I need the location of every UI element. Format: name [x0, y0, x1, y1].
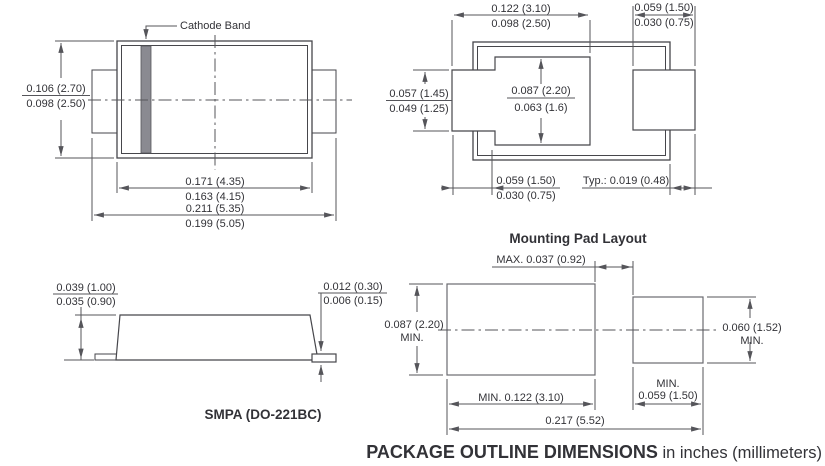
- left-lead: [92, 70, 117, 133]
- dim-right-pad-width-upper: 0.059 (1.50): [634, 2, 694, 14]
- cathode-band-leader-line: [146, 26, 177, 39]
- dim-body-height-upper: 0.039 (1.00): [56, 282, 116, 294]
- dim-big-pad-width-label: MIN. 0.122 (3.10): [478, 392, 564, 404]
- package-top-view: [22, 20, 352, 230]
- dim-body-height-lower: 0.035 (0.90): [56, 296, 116, 308]
- dim-height-lower: 0.098 (2.50): [26, 98, 86, 110]
- dim-right-height-value: 0.060 (1.52): [722, 322, 782, 334]
- drawing-caption: [366, 442, 822, 462]
- dim-lead-thickness-upper: 0.012 (0.30): [323, 281, 383, 293]
- dim-height-upper: 0.106 (2.70): [26, 83, 86, 95]
- dim-terminal-length-lower: 0.098 (2.50): [491, 18, 551, 30]
- dim-right-height-qualifier: MIN.: [740, 335, 764, 347]
- side-view-title: SMPA (DO-221BC): [204, 407, 322, 422]
- dim-left-height-qualifier: MIN.: [400, 332, 424, 344]
- dim-body-width-lower: 0.163 (4.15): [185, 191, 245, 203]
- body-profile: [116, 315, 318, 360]
- dim-left-height-value: 0.087 (2.20): [384, 319, 444, 331]
- right-lead: [312, 354, 336, 362]
- mounting-pad-layout: [384, 231, 781, 435]
- dim-body-width-upper: 0.171 (4.35): [185, 176, 245, 188]
- dim-tab-height-lower: 0.049 (1.25): [389, 103, 449, 115]
- dim-tab-protrusion-lower: 0.030 (0.75): [496, 190, 556, 202]
- package-side-view: [53, 281, 387, 422]
- dim-small-pad-width-qualifier: MIN.: [656, 378, 680, 390]
- dim-tab-protrusion-upper: 0.059 (1.50): [496, 175, 556, 187]
- dim-lead-thickness-lower: 0.006 (0.15): [323, 295, 383, 307]
- dim-small-pad-width-value: 0.059 (1.50): [638, 390, 698, 402]
- dim-right-pad-width-lower: 0.030 (0.75): [634, 17, 694, 29]
- pad-layout-title: Mounting Pad Layout: [509, 231, 647, 246]
- dim-typ-label: Typ.: 0.019 (0.48): [582, 175, 670, 187]
- dim-pad-height-lower: 0.063 (1.6): [514, 102, 568, 114]
- dim-pad-height-upper: 0.087 (2.20): [511, 85, 571, 97]
- right-terminal-pad: [633, 70, 695, 130]
- dim-gap-label: MAX. 0.037 (0.92): [496, 254, 586, 266]
- caption-suffix: in inches (millimeters): [657, 444, 822, 462]
- dim-terminal-length-upper: 0.122 (3.10): [491, 3, 551, 15]
- caption-title: PACKAGE OUTLINE DIMENSIONS: [366, 442, 658, 462]
- dim-tab-height-upper: 0.057 (1.45): [389, 88, 449, 100]
- cathode-band-label: Cathode Band: [180, 20, 251, 32]
- dim-overall-width-upper: 0.211 (5.35): [185, 203, 245, 215]
- dim-overall-width-lower: 0.199 (5.05): [185, 218, 245, 230]
- dim-total-width-label: 0.217 (5.52): [545, 415, 605, 427]
- right-lead: [312, 70, 336, 133]
- package-bottom-view: [386, 2, 712, 202]
